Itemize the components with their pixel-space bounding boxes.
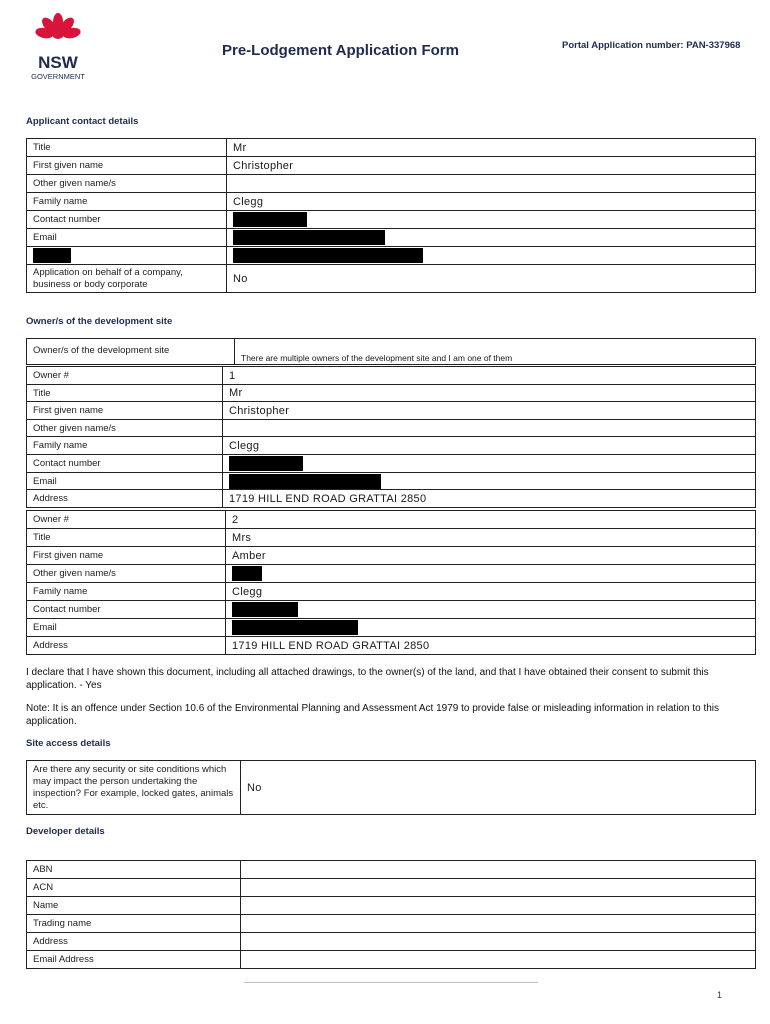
developer-table [26,860,756,969]
nsw-government-logo [22,12,94,84]
owner-1-table [26,366,756,508]
field-label: ACN [27,879,241,897]
field-label [27,247,227,265]
field-label: Application on behalf of a company, business or body corporate [27,265,227,293]
field-label: Family name [27,437,223,455]
field-label: Other given name/s [27,175,227,193]
field-value: 1719 HILL END ROAD GRATTAI 2850 [223,490,756,508]
field-label: Other given name/s [27,420,223,437]
field-label: Address [27,490,223,508]
field-value: 1 [223,367,756,385]
field-label: ABN [27,861,241,879]
table-row [27,511,756,529]
field-value: Christopher [227,157,756,175]
owner-consent-declaration: I declare that I have shown this document, including all attached drawings, to the owner(s) of the land, and that I have obtained their consent to submit this application. - Yes [26,667,709,691]
field-label: Address [27,933,241,951]
redaction-block [33,248,71,263]
field-label: Contact number [27,455,223,473]
field-value: Christopher [223,402,756,420]
owner-2-table [26,510,756,655]
field-value [227,247,756,265]
field-value [241,861,756,879]
table-row [27,402,756,420]
table-row [27,211,756,229]
redaction-block [229,474,381,489]
footer-divider [244,982,538,983]
field-label: Family name [27,193,227,211]
portal-application-number: Portal Application number: PAN-337968 [562,40,741,51]
field-label: First given name [27,157,227,175]
field-value: Clegg [223,437,756,455]
field-label: Title [27,139,227,157]
field-value [241,879,756,897]
developer-section-title: Developer details [26,826,105,837]
field-label: Are there any security or site conditions which may impact the person undertaking the inspection? For example, locked gates, animals etc. [27,761,241,815]
table-row [27,265,756,293]
field-label: Owner # [27,367,223,385]
table-row [27,490,756,508]
table-row [27,637,756,655]
redaction-block [232,566,262,581]
owners-section-title: Owner/s of the development site [26,316,173,327]
field-label: Email [27,473,223,490]
field-value [241,915,756,933]
site-access-section-title: Site access details [26,738,111,749]
table-row [27,139,756,157]
field-value: 1719 HILL END ROAD GRATTAI 2850 [226,637,756,655]
field-value [223,420,756,437]
table-row [27,897,756,915]
table-row [27,547,756,565]
redaction-block [229,456,303,471]
table-row [27,437,756,455]
table-row [27,761,756,815]
table-row [27,420,756,437]
field-label: First given name [27,547,226,565]
table-row [27,619,756,637]
table-row [27,229,756,247]
redaction-block [233,230,385,245]
table-row [27,861,756,879]
field-label: Trading name [27,915,241,933]
table-row [27,385,756,402]
field-value [227,229,756,247]
form-title: Pre-Lodgement Application Form [222,42,459,59]
table-row [27,157,756,175]
field-value: Clegg [227,193,756,211]
table-row [27,529,756,547]
field-label: Title [27,385,223,402]
table-row [27,583,756,601]
field-value [223,473,756,490]
field-label: Email [27,229,227,247]
table-row [27,367,756,385]
applicant-section-title: Applicant contact details [26,116,139,127]
field-label: Contact number [27,601,226,619]
redaction-block [232,602,298,617]
svg-text:GOVERNMENT: GOVERNMENT [31,72,85,81]
field-value: Clegg [226,583,756,601]
offence-note: Note: It is an offence under Section 10.6 of the Environmental Planning and Assessment Act 1979 to provide false or misleading information in relation to this application. [26,703,720,727]
svg-text:NSW: NSW [38,53,78,72]
field-label: Title [27,529,226,547]
field-label: First given name [27,402,223,420]
field-label: Email Address [27,951,241,969]
field-value: Mr [227,139,756,157]
table-row [27,951,756,969]
field-label: Email [27,619,226,637]
table-row [27,455,756,473]
field-value: There are multiple owners of the development site and I am one of them [235,339,756,365]
field-label: Other given name/s [27,565,226,583]
field-value: 2 [226,511,756,529]
table-row [27,601,756,619]
table-row [27,879,756,897]
field-label: Owner # [27,511,226,529]
field-label: Address [27,637,226,655]
field-label: Family name [27,583,226,601]
table-row [27,193,756,211]
field-value [227,175,756,193]
field-label: Name [27,897,241,915]
field-value: No [227,265,756,293]
table-row [27,339,756,365]
field-label: Owner/s of the development site [27,339,235,365]
field-value [227,211,756,229]
field-value [241,897,756,915]
field-label: Contact number [27,211,227,229]
field-value [241,933,756,951]
page-number: 1 [717,990,723,1000]
field-value: Amber [226,547,756,565]
applicant-table [26,138,756,293]
field-value [226,601,756,619]
table-row [27,247,756,265]
table-row [27,473,756,490]
field-value: No [241,761,756,815]
table-row [27,175,756,193]
table-row [27,565,756,583]
owners-header-table [26,338,756,365]
redaction-block [232,620,358,635]
field-value [241,951,756,969]
table-row [27,915,756,933]
field-value [226,565,756,583]
site-access-table [26,760,756,815]
field-value [223,455,756,473]
redaction-block [233,212,307,227]
table-row [27,933,756,951]
field-value: Mrs [226,529,756,547]
field-value [226,619,756,637]
field-value: Mr [223,385,756,402]
redaction-block [233,248,423,263]
